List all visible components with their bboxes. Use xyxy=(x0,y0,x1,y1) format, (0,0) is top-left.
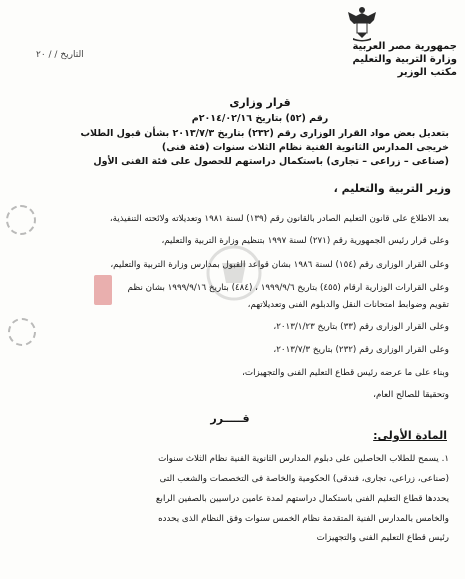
decree-number: رقم (٥٢) بتاريخ ٢٠١٤/٠٢/١٦م xyxy=(191,113,329,124)
article-line: يحددها قطاع التعليم الفنى باستكمال دراستهم لمدة عامين دراسيين بالصفين الرابع xyxy=(155,494,449,504)
red-stamp-mark xyxy=(94,275,112,305)
date-field: التاريخ / / ٢٠ xyxy=(36,50,84,60)
stamp-seal xyxy=(6,205,36,235)
minister-heading: وزير التربية والتعليم ، xyxy=(333,182,451,195)
preamble-line: وعلى القرارات الوزارية أرقام (٤٥٥) بتاريخ ١٩٩٩/٩/٦ ، (٤٨٤) بتاريخ ١٩٩٩/٩/١٦ بشأن نظم xyxy=(127,283,449,293)
subject-line: (صناعى – زراعى – تجارى) باستكمال دراستهم للحصول على فئة الفنى الأول xyxy=(93,156,449,167)
stamp-seal xyxy=(8,318,36,346)
eagle-emblem-icon xyxy=(344,4,380,42)
article-title: المادة الأولى: xyxy=(373,429,447,442)
preamble-line: وعلى القرار الوزارى رقم (٣٣) بتاريخ ٢٠١٣/١/٢٣، xyxy=(273,322,449,332)
article-line: ١. يسمح للطلاب الحاصلين على دبلوم المدارس الثانوية الفنية نظام الثلاث سنوات xyxy=(158,454,449,464)
preamble-line: وعلى القرار الوزارى رقم (٢٣٢) بتاريخ ٢٠١٣/٧/٣، xyxy=(273,345,449,355)
preamble-line: وعلى قرار رئيس الجمهورية رقم (٢٧١) لسنة ١٩٩٧ بتنظيم وزارة التربية والتعليم، xyxy=(161,236,449,246)
watermark-logo xyxy=(204,243,264,303)
ministry-name: وزارة التربية والتعليم xyxy=(352,54,457,65)
decree-title: قرار وزارى xyxy=(229,96,291,109)
article-line: رئيس قطاع التعليم الفنى والتجهيزات xyxy=(316,533,449,543)
subject-line: بتعديل بعض مواد القرار الوزارى رقم (٢٣٢) بتاريخ ٢٠١٣/٧/٣ بشأن قبول الطلاب xyxy=(80,128,449,139)
preamble-line: وتحقيقاً للصالح العام، xyxy=(373,390,449,400)
preamble-line: وبناء على ما عرضه رئيس قطاع التعليم الفنى والتجهيزات، xyxy=(242,368,449,378)
country-name: جمهورية مصر العربية xyxy=(352,41,457,52)
preamble-line: بعد الاطلاع على قانون التعليم الصادر بالقانون رقم (١٣٩) لسنة ١٩٨١ وتعديلاته ولائحته التنفيذية، xyxy=(109,214,449,224)
office-name: مكتب الوزير xyxy=(397,67,457,78)
article-line: والخامس بالمدارس الفنية المتقدمة نظام الخمس سنوات وفق النظام الذى يحدده xyxy=(158,514,449,524)
preamble-line: وعلى القرار الوزارى رقم (١٥٤) لسنة ١٩٨٦ بشأن قواعد القبول بمدارس وزارة التربية والتعليم، xyxy=(110,260,449,270)
preamble-line: تقويم وضوابط امتحانات النقل والدبلوم الفنى وتعديلاتهم، xyxy=(247,300,449,310)
decision-heading: قـــــرر xyxy=(210,412,250,425)
article-line: (صناعى، زراعى، تجارى، فندقى) الحكومية والخاصة فى التخصصات والشعب التى xyxy=(159,474,449,484)
ministry-header xyxy=(317,40,457,79)
subject-line: خريجى المدارس الثانوية الفنية نظام الثلاث سنوات (فئة فنى) xyxy=(161,142,449,153)
